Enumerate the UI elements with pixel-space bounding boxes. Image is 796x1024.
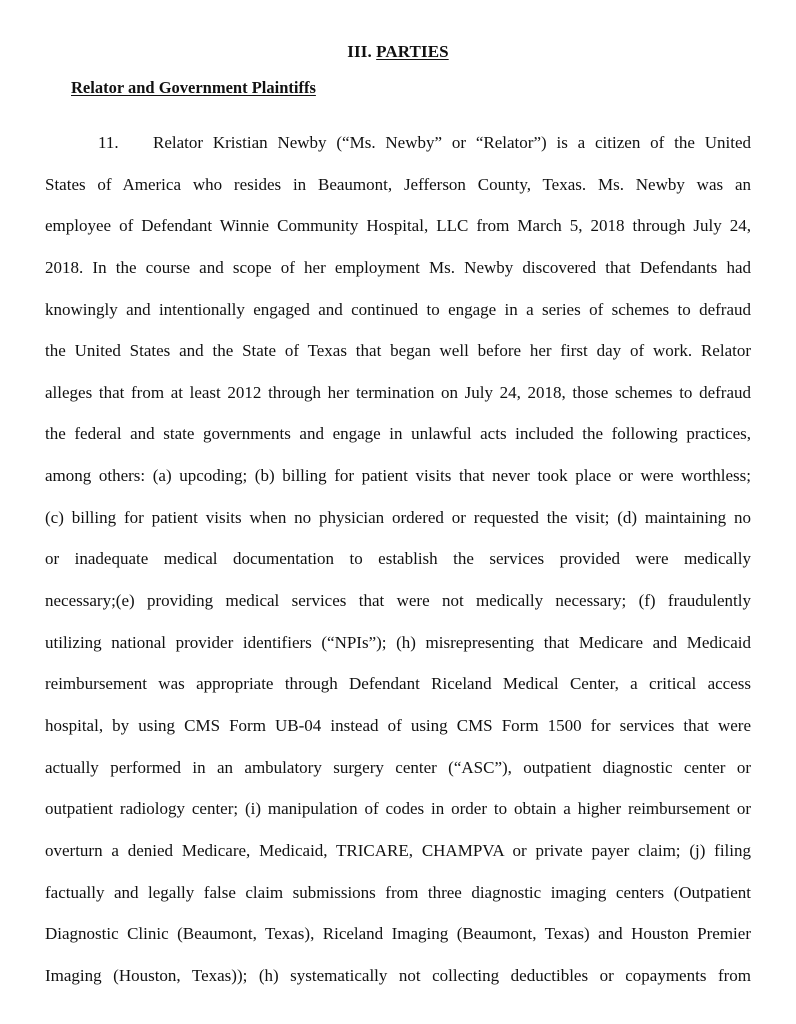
- paragraph-line: outpatient radiology center; (i) manipulation of codes in order to obtain a higher reimbursement or: [45, 799, 751, 819]
- paragraph-line: factually and legally false claim submissions from three diagnostic imaging centers (Outpatient: [45, 882, 751, 902]
- paragraph-line: employee of Defendant Winnie Community Hospital, LLC from March 5, 2018 through July 24,: [45, 216, 751, 236]
- paragraph-line: Imaging (Houston, Texas)); (h) systematically not collecting deductibles or copayments from: [45, 965, 751, 985]
- paragraph-first-line: [45, 131, 751, 173]
- paragraph-line: hospital, by using CMS Form UB-04 instead of using CMS Form 1500 for services that were: [45, 715, 751, 735]
- section-number: III.: [347, 42, 372, 61]
- sub-heading: Relator and Government Plaintiffs: [71, 78, 316, 97]
- paragraph-line: alleges that from at least 2012 through her termination on July 24, 2018, those schemes to defraud: [45, 382, 751, 402]
- paragraph-line: actually performed in an ambulatory surgery center (“ASC”), outpatient diagnostic center or: [45, 757, 751, 777]
- paragraph-line: or inadequate medical documentation to establish the services provided were medically: [45, 549, 751, 569]
- paragraph-line: (c) billing for patient visits when no physician ordered or requested the visit; (d) maintaining no: [45, 507, 751, 527]
- paragraph-line: knowingly and intentionally engaged and continued to engage in a series of schemes to defraud: [45, 299, 751, 319]
- paragraph-line: reimbursement was appropriate through Defendant Riceland Medical Center, a critical access: [45, 674, 751, 694]
- paragraph-line: among others: (a) upcoding; (b) billing for patient visits that never took place or were worthless;: [45, 466, 751, 486]
- paragraph-line: necessary;(e) providing medical services that were not medically necessary; (f) fraudulently: [45, 591, 751, 611]
- paragraph-line: utilizing national provider identifiers (“NPIs”); (h) misrepresenting that Medicare and Medicaid: [45, 632, 751, 652]
- section-heading: [0, 42, 796, 62]
- paragraph-line: 2018. In the course and scope of her employment Ms. Newby discovered that Defendants had: [45, 257, 751, 277]
- paragraph-11: [45, 131, 751, 1005]
- paragraph-number: 11.: [98, 133, 119, 152]
- paragraph-line: the United States and the State of Texas that began well before her first day of work. Relator: [45, 341, 751, 361]
- paragraph-line: the federal and state governments and engage in unlawful acts included the following practices,: [45, 424, 751, 444]
- paragraph-line: overturn a denied Medicare, Medicaid, TRICARE, CHAMPVA or private payer claim; (j) filing: [45, 840, 751, 860]
- paragraph-line: Relator Kristian Newby (“Ms. Newby” or “Relator”) is a citizen of the United: [153, 133, 751, 152]
- section-title: PARTIES: [376, 42, 449, 61]
- paragraph-line: Diagnostic Clinic (Beaumont, Texas), Riceland Imaging (Beaumont, Texas) and Houston Premier: [45, 924, 751, 944]
- paragraph-line: States of America who resides in Beaumont, Jefferson County, Texas. Ms. Newby was an: [45, 174, 751, 194]
